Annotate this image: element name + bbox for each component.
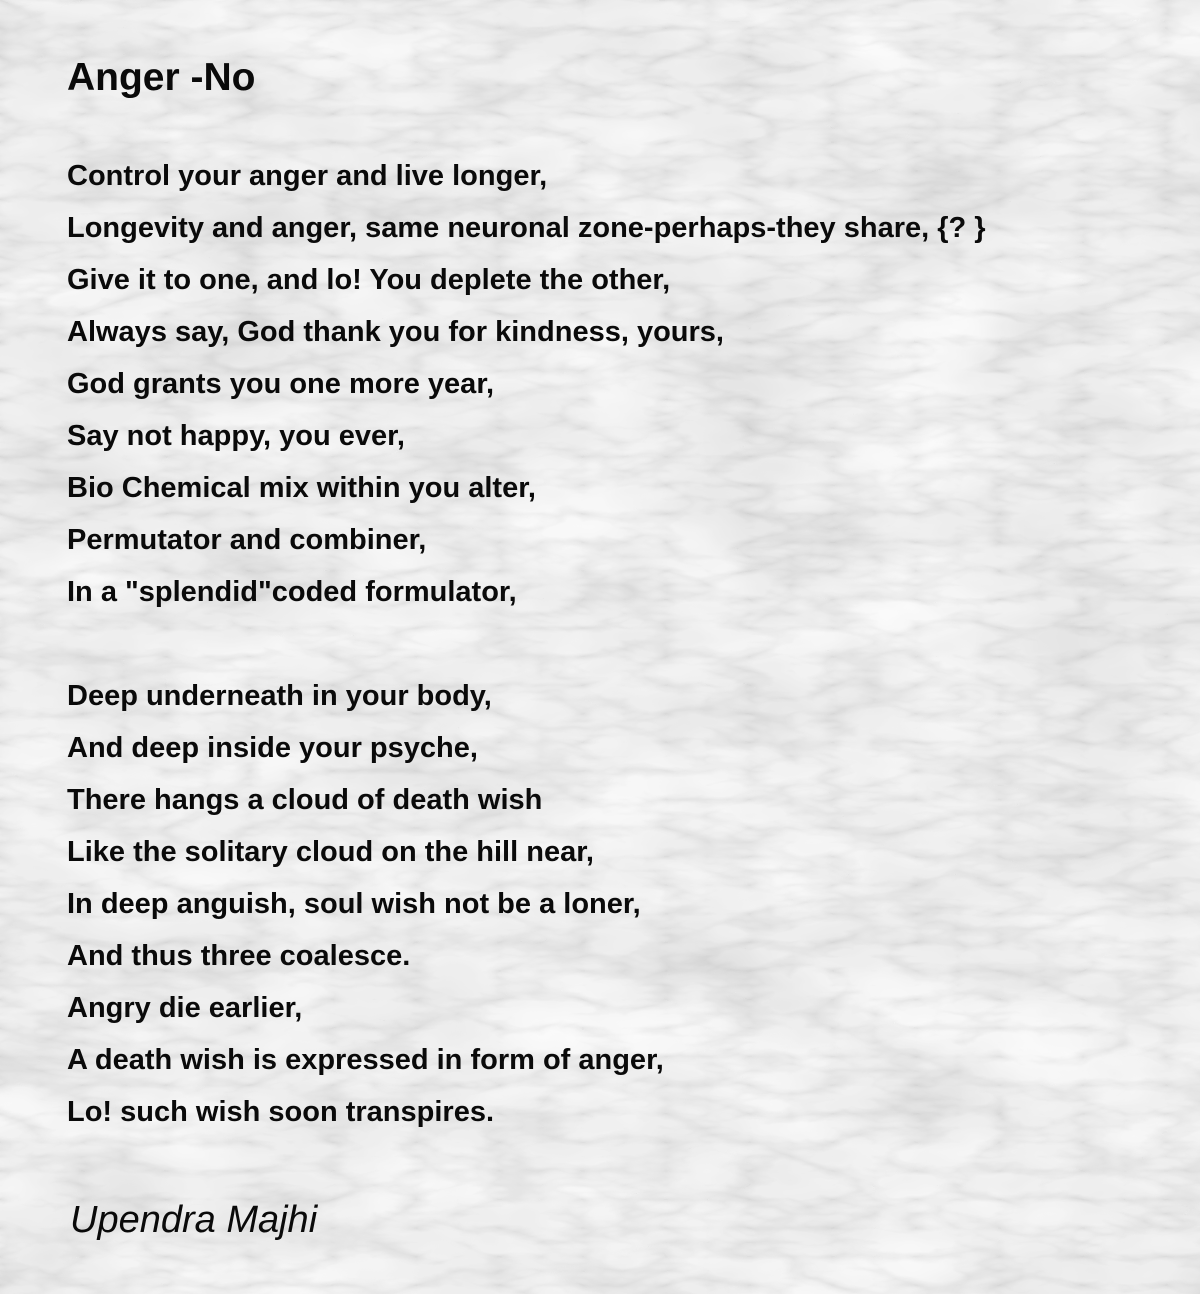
poem-line: A death wish is expressed in form of anger, [67, 1044, 664, 1076]
poem-line: And deep inside your psyche, [67, 732, 478, 764]
poem-line: In a "splendid"coded formulator, [67, 576, 517, 608]
poem-line: Give it to one, and lo! You deplete the other, [67, 264, 671, 296]
poem-line: Angry die earlier, [67, 992, 303, 1024]
poem-line: Say not happy, you ever, [67, 420, 405, 452]
poem-line: Lo! such wish soon transpires. [67, 1096, 495, 1128]
stanza-1 [67, 150, 986, 618]
stanza-2 [67, 670, 664, 1138]
poem-author: Upendra Majhi [70, 1199, 318, 1241]
poem-title: Anger -No [67, 56, 256, 99]
poem-line: There hangs a cloud of death wish [67, 784, 543, 816]
poem-line: In deep anguish, soul wish not be a loner, [67, 888, 641, 920]
poem-line: Control your anger and live longer, [67, 160, 548, 192]
poem-line: Permutator and combiner, [67, 524, 427, 556]
poem-line: Deep underneath in your body, [67, 680, 492, 712]
poem-line: Longevity and anger, same neuronal zone-perhaps-they share, {? } [67, 212, 986, 244]
poem-line: And thus three coalesce. [67, 940, 411, 972]
poem-line: Always say, God thank you for kindness, yours, [67, 316, 724, 348]
poem-line: God grants you one more year, [67, 368, 495, 400]
poem-line: Like the solitary cloud on the hill near, [67, 836, 594, 868]
poem-line: Bio Chemical mix within you alter, [67, 472, 536, 504]
